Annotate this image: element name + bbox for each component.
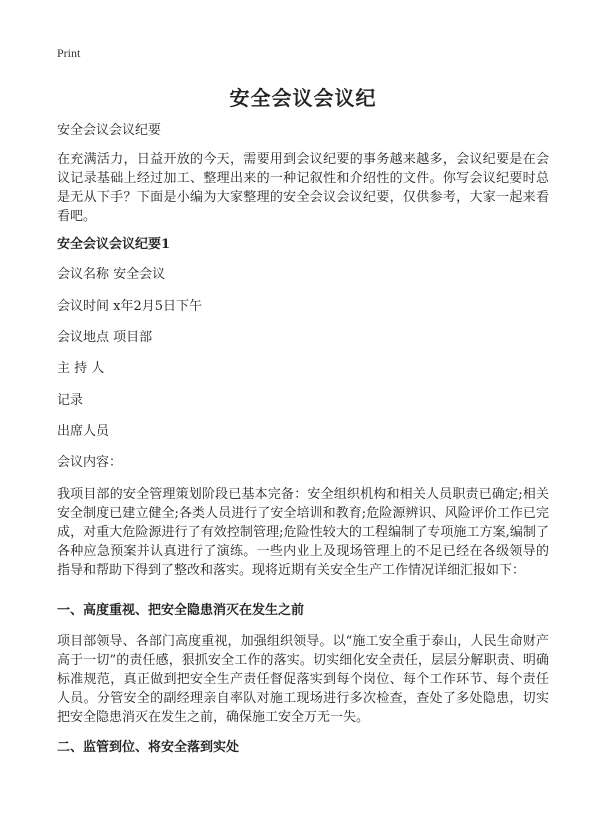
meeting-attendees-field: 出席人员 <box>57 424 110 439</box>
section-heading-two: 二、监管到位、将安全落到实处 <box>57 740 240 755</box>
meeting-name-field: 会议名称 安全会议 <box>57 267 166 282</box>
document-subtitle: 安全会议会议纪要 <box>57 123 162 138</box>
meeting-host-field: 主 持 人 <box>57 361 105 376</box>
meeting-place-field: 会议地点 项目部 <box>57 330 153 345</box>
body-paragraph-2: 项目部领导、各部门高度重视，加强组织领导。以“施工安全重于泰山，人民生命财产高于一切”的责任感，狠抓安全工作的落实。切实细化安全责任，层层分解职责、明确标准规范，真正做到把安全生产责任督促落实到每个岗位、每个工作环节、每个责任人员。分管安全的副经理亲自率队对施工现场进行多次检查，查处了多处隐患，切实把安全隐患消灭在发生之前，确保施工安全万无一失。 <box>57 634 549 725</box>
meeting-time-field: 会议时间 x年2月5日下午 <box>57 299 203 314</box>
meeting-recorder-field: 记录 <box>57 393 84 408</box>
section-heading-one: 一、高度重视、把安全隐患消灭在发生之前 <box>57 603 305 618</box>
body-paragraph-1: 我项目部的安全管理策划阶段已基本完备：安全组织机构和相关人员职责已确定;相关安全制度已建立健全;各类人员进行了安全培训和教育;危险源辨识、风险评价工作已完成，对重大危险源进行了有效控制管理;危险性较大的工程编制了专项施工方案,编制了各种应急预案并认真进行了演练。一些内业上及现场管理上的不足已经在各级领导的指导和帮助下得到了整改和落实。现将近期有关安全生产工作情况详细汇报如下： <box>57 487 549 578</box>
page-title: 安全会议会议纪 <box>229 86 377 110</box>
intro-paragraph: 在充满活力，日益开放的今天，需要用到会议纪要的事务越来越多，会议纪要是在会议记录基础上经过加工、整理出来的一种记叙性和介绍性的文件。你写会议纪要时总是无从下手？下面是小编为大家整理的安全会议会议纪要，仅供参考，大家一起来看看吧。 <box>57 152 549 224</box>
section-heading-1: 安全会议会议纪要1 <box>57 237 171 252</box>
meeting-content-label: 会议内容： <box>57 455 123 470</box>
print-link[interactable]: Print <box>57 46 81 60</box>
